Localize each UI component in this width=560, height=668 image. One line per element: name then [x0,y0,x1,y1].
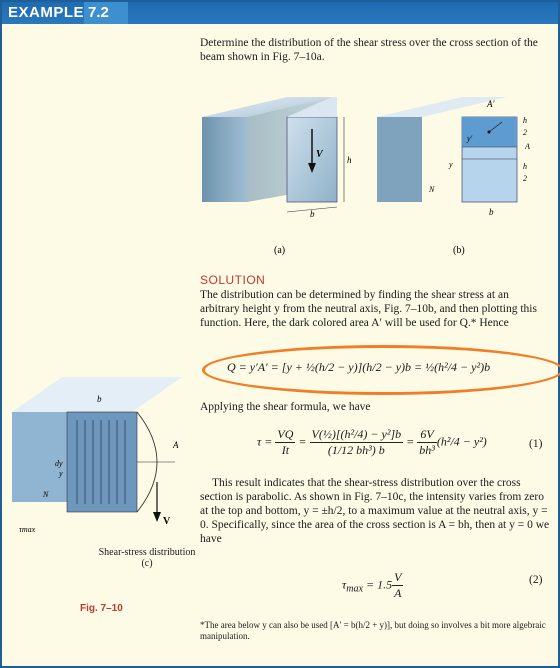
figure-c-caption [92,547,202,569]
svg-text:h: h [347,155,352,165]
highlight-ellipse [202,345,560,395]
solution-paragraph-2: This result indicates that the shear-stress distribution over the cross section is parabolic. As shown in Fig. 7–10c, the intensity varies from zero at the top and bottom, y = ±h/2, to a maximum value at the neutral axis, y = 0. Specifically, since the area of the cross section is A = bh, then at y = 0 we have [200,477,550,545]
svg-text:2: 2 [523,174,527,183]
svg-text:h: h [523,162,527,171]
figure-b [367,87,552,262]
svg-text:A′: A′ [487,99,495,109]
figure-label: Fig. 7–10 [80,603,123,614]
svg-text:y: y [59,469,63,478]
svg-text:V: V [316,149,323,160]
svg-text:b: b [97,394,102,404]
solution-heading: SOLUTION [200,273,266,287]
svg-text:A: A [525,142,530,151]
footnote: *The area below y can also be used [A′ = b(h/2 + y)], but doing so involves a bit more algebraic manipulation. [200,620,546,641]
equation-1-number: (1) [529,438,543,450]
svg-text:A: A [173,440,179,450]
example-number: 7.2 [84,2,128,24]
solution-paragraph-1: The distribution can be determined by finding the shear stress at an arbitrary height y from the neutral axis, Fig. 7–10b, and then plotting this function. Here, the dark colored area A′ will be used for Q.* Hence [200,289,537,329]
equation-tau-max: $\tau_{max} = 1.5$ $\frac{V}{A}$ [342,570,402,600]
problem-statement: Determine the distribution of the shear stress over the cross section of the beam shown in Fig. 7–10a. [200,37,538,63]
caption-b: (b) [453,245,465,256]
svg-text:dy: dy [55,459,63,468]
svg-text:τmax: τmax [19,525,36,534]
svg-text:N: N [429,185,435,194]
example-header [2,2,558,24]
svg-text:2: 2 [523,128,527,137]
svg-text:y′: y′ [467,134,473,143]
caption-c: (c) [141,558,153,569]
caption-a: (a) [274,245,286,256]
svg-text:y: y [449,160,453,169]
equation-q: Q = y′A′ = [y + ½(h/2 − y)](h/2 − y)b = ½(h²/4 − y²)b [227,360,491,374]
applying-text: Applying the shear formula, we have [200,401,371,413]
svg-text:h: h [523,116,527,125]
figure-a [192,87,367,262]
example-label: EXAMPLE [8,4,85,21]
svg-text:b: b [489,207,494,217]
svg-text:b: b [310,209,315,219]
svg-text:V: V [163,516,171,527]
figure-c-title: Shear-stress distribution [98,547,196,558]
equation-2-number: (2) [529,574,543,586]
equation-shear: τ = $\frac{VQ}{It}$ = $\frac{\text{V(½)[(h²/4) − y²]b}}{\text{(1/12 bh³) b}}$ = $\frac{6V}{\text{bh³}}$ (h²/4 − y²) [257,427,487,457]
svg-text:N: N [43,490,49,499]
